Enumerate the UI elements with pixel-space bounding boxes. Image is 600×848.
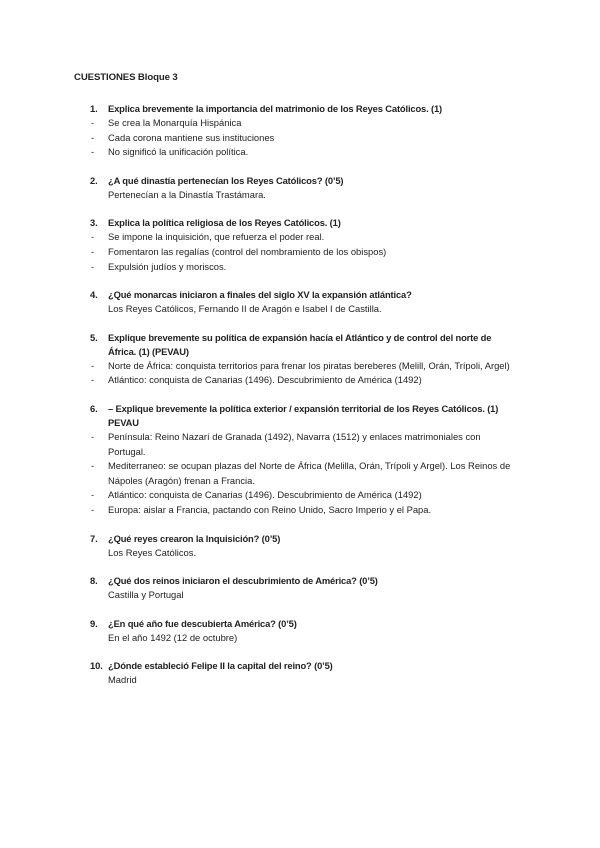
- question-heading: [0, 574, 600, 588]
- question-number: 7.: [90, 532, 98, 544]
- answer-text: Castilla y Portugal: [108, 589, 184, 601]
- question-number: 3.: [90, 217, 98, 229]
- question-block: [0, 574, 600, 603]
- question-text: ¿A qué dinastía pertenecían los Reyes Católicos? (0’5): [108, 174, 344, 186]
- bullet-text: Cada corona mantiene sus instituciones: [108, 131, 275, 143]
- question-heading: [0, 174, 600, 188]
- question-heading: [0, 532, 600, 546]
- question-number: 9.: [90, 617, 98, 629]
- dash-bullet-icon: -: [91, 260, 95, 272]
- list-item: [0, 131, 600, 146]
- list-item: [0, 359, 600, 374]
- question-heading: [0, 102, 600, 116]
- dash-bullet-icon: -: [91, 117, 95, 128]
- question-heading: [0, 402, 600, 430]
- question-text: ¿Qué reyes crearon la Inquisición? (0’5): [108, 532, 281, 544]
- dash-bullet-icon: -: [91, 374, 95, 386]
- answer-text: En el año 1492 (12 de octubre): [108, 631, 238, 643]
- question-number: 5.: [90, 331, 98, 343]
- question-block: [0, 174, 600, 203]
- question-list: [0, 102, 600, 702]
- question-block: [0, 331, 600, 388]
- page-title: CUESTIONES Bloque 3: [74, 72, 178, 83]
- answer-text: Madrid: [108, 674, 137, 686]
- question-text: Explique brevemente su política de expansión hacía el Atlántico y de control del norte de África. (1) (PEVAU): [108, 331, 492, 357]
- bullet-text: Expulsión judíos y moriscos.: [108, 260, 227, 272]
- list-item: [0, 145, 600, 160]
- answer-bullet-list: [0, 430, 600, 518]
- question-text: ¿Qué dos reinos iniciaron el descubrimiento de América? (0’5): [108, 575, 378, 587]
- answer-bullet-list: [0, 230, 600, 274]
- question-heading: [0, 659, 600, 673]
- question-block: [0, 659, 600, 688]
- question-heading: [0, 617, 600, 631]
- bullet-text: No significó la unificación política.: [108, 146, 249, 158]
- dash-bullet-icon: -: [91, 460, 95, 472]
- question-block: [0, 216, 600, 274]
- answer-bullet-list: [0, 359, 600, 388]
- list-item: [0, 430, 600, 459]
- question-heading: [0, 331, 600, 359]
- bullet-text: Fomentaron las regalías (control del nombramiento de los obispos): [108, 245, 387, 257]
- question-block: [0, 532, 600, 561]
- bullet-text: Norte de África: conquista territorios para frenar los piratas bereberes (Melill, Orán, Trípoli, Argel): [108, 359, 510, 371]
- question-text: – Explique brevemente la política exterior / expansión territorial de los Reyes Católicos. (1) PEVAU: [108, 402, 499, 428]
- dash-bullet-icon: -: [91, 231, 95, 243]
- question-number: 4.: [90, 289, 98, 301]
- question-text: ¿Qué monarcas iniciaron a finales del siglo XV la expansión atlántica?: [108, 289, 412, 301]
- answer-text: Pertenecían a la Dinastía Trastámara.: [108, 188, 266, 200]
- bullet-text: Se impone la inquisición, que refuerza el poder real.: [108, 231, 325, 243]
- question-number: 2.: [90, 174, 98, 186]
- question-text: ¿Dónde estableció Felipe II la capital del reino? (0’5): [108, 660, 333, 672]
- list-item: [0, 230, 600, 245]
- question-number: 10.: [90, 660, 103, 672]
- list-item: [0, 503, 600, 518]
- answer-text: Los Reyes Católicos, Fernando II de Aragón e Isabel I de Castilla.: [108, 303, 382, 315]
- bullet-text: Península: Reino Nazarí de Granada (1492), Navarra (1512) y enlaces matrimoniales con Portugal.: [108, 430, 481, 457]
- question-number: 1.: [90, 103, 98, 114]
- list-item: [0, 459, 600, 488]
- answer-text: Los Reyes Católicos.: [108, 546, 197, 558]
- bullet-text: Europa: aislar a Francia, pactando con Reino Unido, Sacro Imperio y el Papa.: [108, 503, 432, 515]
- question-heading: [0, 288, 600, 302]
- question-text: ¿En qué año fue descubierta América? (0’5): [108, 617, 297, 629]
- question-text: Explica la política religiosa de los Reyes Católicos. (1): [108, 217, 341, 229]
- dash-bullet-icon: -: [91, 503, 95, 515]
- bullet-text: Atlántico: conquista de Canarias (1496). Descubrimiento de América (1492): [108, 489, 422, 501]
- list-item: [0, 373, 600, 388]
- answer-bullet-list: [0, 116, 600, 160]
- dash-bullet-icon: -: [91, 131, 95, 143]
- question-block: [0, 617, 600, 646]
- question-text: Explica brevemente la importancia del matrimonio de los Reyes Católicos. (1): [108, 103, 443, 114]
- bullet-text: Mediterraneo: se ocupan plazas del Norte de África (Melilla, Orán, Trípoli y Argel). Los Reinos de Nápoles (Aragón) frenan a Francia.: [108, 460, 511, 486]
- dash-bullet-icon: -: [91, 359, 95, 371]
- list-item: [0, 116, 600, 131]
- question-number: 8.: [90, 575, 98, 587]
- question-heading: [0, 216, 600, 230]
- question-block: [0, 288, 600, 317]
- bullet-text: Atlántico: conquista de Canarias (1496). Descubrimiento de América (1492): [108, 374, 422, 386]
- dash-bullet-icon: -: [91, 430, 95, 442]
- dash-bullet-icon: -: [91, 146, 95, 158]
- list-item: [0, 488, 600, 503]
- dash-bullet-icon: -: [91, 489, 95, 501]
- list-item: [0, 260, 600, 275]
- question-number: 6.: [90, 402, 98, 414]
- dash-bullet-icon: -: [91, 245, 95, 257]
- question-block: [0, 402, 600, 518]
- bullet-text: Se crea la Monarquía Hispánica: [108, 117, 242, 128]
- question-block: [0, 102, 600, 160]
- list-item: [0, 245, 600, 260]
